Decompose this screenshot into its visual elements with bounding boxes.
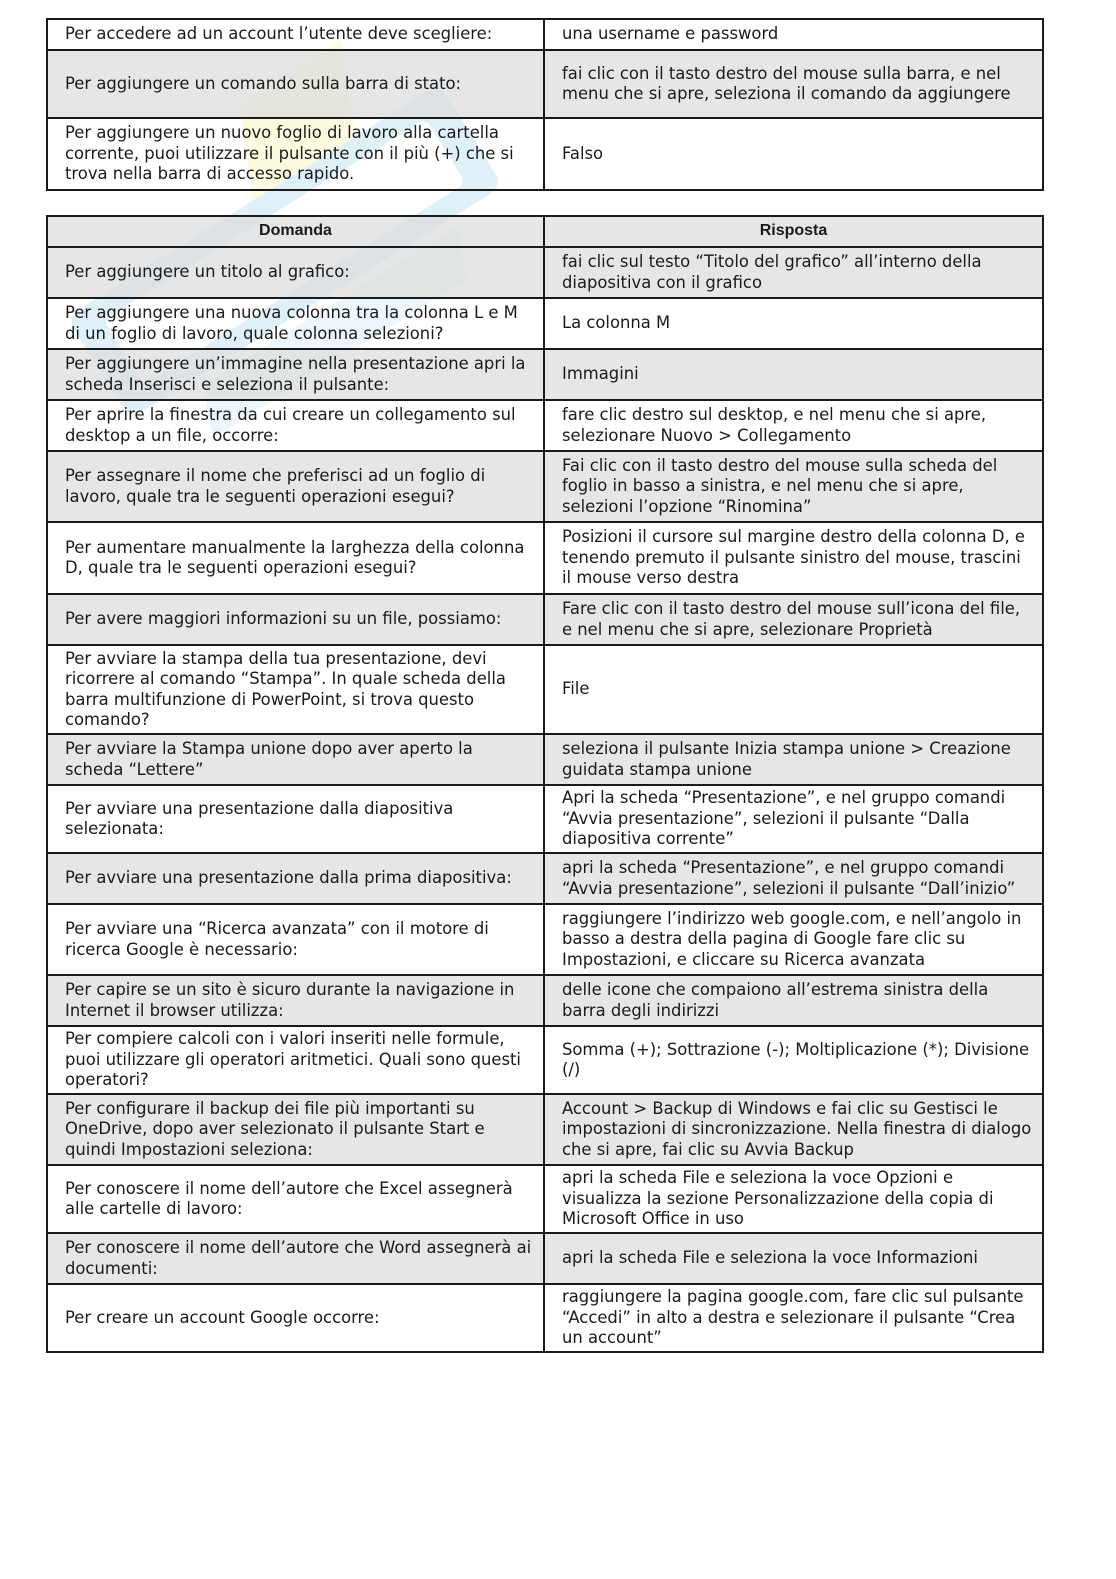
question-cell: Per conoscere il nome dell’autore che Word assegnerà ai documenti: [47, 1233, 544, 1284]
answer-cell: apri la scheda File e seleziona la voce Opzioni e visualizza la sezione Personalizzazione della copia di Microsoft Office in uso [544, 1165, 1043, 1233]
answer-cell: fai clic sul testo “Titolo del grafico” all’interno della diapositiva con il grafico [544, 247, 1043, 298]
table-row [47, 645, 1043, 734]
question-cell: Per aggiungere un comando sulla barra di stato: [47, 50, 544, 118]
table-row [47, 400, 1043, 451]
answer-cell: Fare clic con il tasto destro del mouse sull’icona del file, e nel menu che si apre, selezionare Proprietà [544, 594, 1043, 645]
question-cell: Per creare un account Google occorre: [47, 1284, 544, 1352]
answer-cell: File [544, 645, 1043, 734]
question-cell: Per avviare la Stampa unione dopo aver aperto la scheda “Lettere” [47, 734, 544, 785]
answer-cell: La colonna M [544, 298, 1043, 349]
question-cell: Per conoscere il nome dell’autore che Excel assegnerà alle cartelle di lavoro: [47, 1165, 544, 1233]
question-cell: Per compiere calcoli con i valori inseriti nelle formule, puoi utilizzare gli operatori aritmetici. Quali sono questi operatori? [47, 1026, 544, 1094]
answer-cell: apri la scheda File e seleziona la voce Informazioni [544, 1233, 1043, 1284]
question-cell: Per configurare il backup dei file più importanti su OneDrive, dopo aver selezionato il pulsante Start e quindi Impostazioni seleziona: [47, 1094, 544, 1165]
table-row [47, 785, 1043, 853]
question-cell: Per avviare una presentazione dalla diapositiva selezionata: [47, 785, 544, 853]
table-row [47, 734, 1043, 785]
table-row [47, 1284, 1043, 1352]
table-row [47, 298, 1043, 349]
question-cell: Per aggiungere un titolo al grafico: [47, 247, 544, 298]
table-row [47, 1094, 1043, 1165]
answer-cell: raggiungere l’indirizzo web google.com, e nell’angolo in basso a destra della pagina di Google fare clic su Impostazioni, e cliccare su Ricerca avanzata [544, 904, 1043, 975]
table-row [47, 522, 1043, 594]
column-header-answer: Risposta [544, 216, 1043, 247]
table-row [47, 1026, 1043, 1094]
question-cell: Per aprire la finestra da cui creare un collegamento sul desktop a un file, occorre: [47, 400, 544, 451]
answer-cell: Immagini [544, 349, 1043, 400]
answer-cell: fare clic destro sul desktop, e nel menu che si apre, selezionare Nuovo > Collegamento [544, 400, 1043, 451]
question-cell: Per aumentare manualmente la larghezza della colonna D, quale tra le seguenti operazioni esegui? [47, 522, 544, 594]
answer-cell: Fai clic con il tasto destro del mouse sulla scheda del foglio in basso a sinistra, e nel menu che si apre, selezioni l’opzione “Rinomina” [544, 451, 1043, 522]
answer-cell: Posizioni il cursore sul margine destro della colonna D, e tenendo premuto il pulsante sinistro del mouse, trascini il mouse verso destra [544, 522, 1043, 594]
question-cell: Per aggiungere una nuova colonna tra la colonna L e M di un foglio di lavoro, quale colonna selezioni? [47, 298, 544, 349]
table-row [47, 247, 1043, 298]
question-cell: Per avviare la stampa della tua presentazione, devi ricorrere al comando “Stampa”. In quale scheda della barra multifunzione di PowerPoint, si trova questo comando? [47, 645, 544, 734]
answer-cell: Falso [544, 118, 1043, 190]
table-row [47, 904, 1043, 975]
answer-cell: apri la scheda “Presentazione”, e nel gruppo comandi “Avvia presentazione”, selezioni il pulsante “Dall’inizio” [544, 853, 1043, 904]
answer-cell: raggiungere la pagina google.com, fare clic sul pulsante “Accedi” in alto a destra e selezionare il pulsante “Crea un account” [544, 1284, 1043, 1352]
qa-table-top [46, 18, 1044, 191]
question-cell: Per capire se un sito è sicuro durante la navigazione in Internet il browser utilizza: [47, 975, 544, 1026]
answer-cell: delle icone che compaiono all’estrema sinistra della barra degli indirizzi [544, 975, 1043, 1026]
answer-cell: fai clic con il tasto destro del mouse sulla barra, e nel menu che si apre, seleziona il comando da aggiungere [544, 50, 1043, 118]
table-row [47, 1165, 1043, 1233]
table-row [47, 19, 1043, 50]
table-row [47, 349, 1043, 400]
qa-table-main [46, 215, 1044, 1353]
question-cell: Per accedere ad un account l’utente deve scegliere: [47, 19, 544, 50]
table-row [47, 975, 1043, 1026]
answer-cell: Apri la scheda “Presentazione”, e nel gruppo comandi “Avvia presentazione”, selezioni il pulsante “Dalla diapositiva corrente” [544, 785, 1043, 853]
table-row [47, 50, 1043, 118]
answer-cell: seleziona il pulsante Inizia stampa unione > Creazione guidata stampa unione [544, 734, 1043, 785]
answer-cell: Account > Backup di Windows e fai clic su Gestisci le impostazioni di sincronizzazione. Nella finestra di dialogo che si apre, fai clic su Avvia Backup [544, 1094, 1043, 1165]
table-row [47, 594, 1043, 645]
question-cell: Per aggiungere un’immagine nella presentazione apri la scheda Inserisci e seleziona il pulsante: [47, 349, 544, 400]
question-cell: Per avere maggiori informazioni su un file, possiamo: [47, 594, 544, 645]
question-cell: Per avviare una “Ricerca avanzata” con il motore di ricerca Google è necessario: [47, 904, 544, 975]
table-row [47, 118, 1043, 190]
question-cell: Per avviare una presentazione dalla prima diapositiva: [47, 853, 544, 904]
question-cell: Per aggiungere un nuovo foglio di lavoro alla cartella corrente, puoi utilizzare il pulsante con il più (+) che si trova nella barra di accesso rapido. [47, 118, 544, 190]
answer-cell: una username e password [544, 19, 1043, 50]
answer-cell: Somma (+); Sottrazione (-); Moltiplicazione (*); Divisione (/) [544, 1026, 1043, 1094]
table-row [47, 853, 1043, 904]
table-header-row [47, 216, 1043, 247]
question-cell: Per assegnare il nome che preferisci ad un foglio di lavoro, quale tra le seguenti operazioni esegui? [47, 451, 544, 522]
table-row [47, 1233, 1043, 1284]
column-header-question: Domanda [47, 216, 544, 247]
table-row [47, 451, 1043, 522]
